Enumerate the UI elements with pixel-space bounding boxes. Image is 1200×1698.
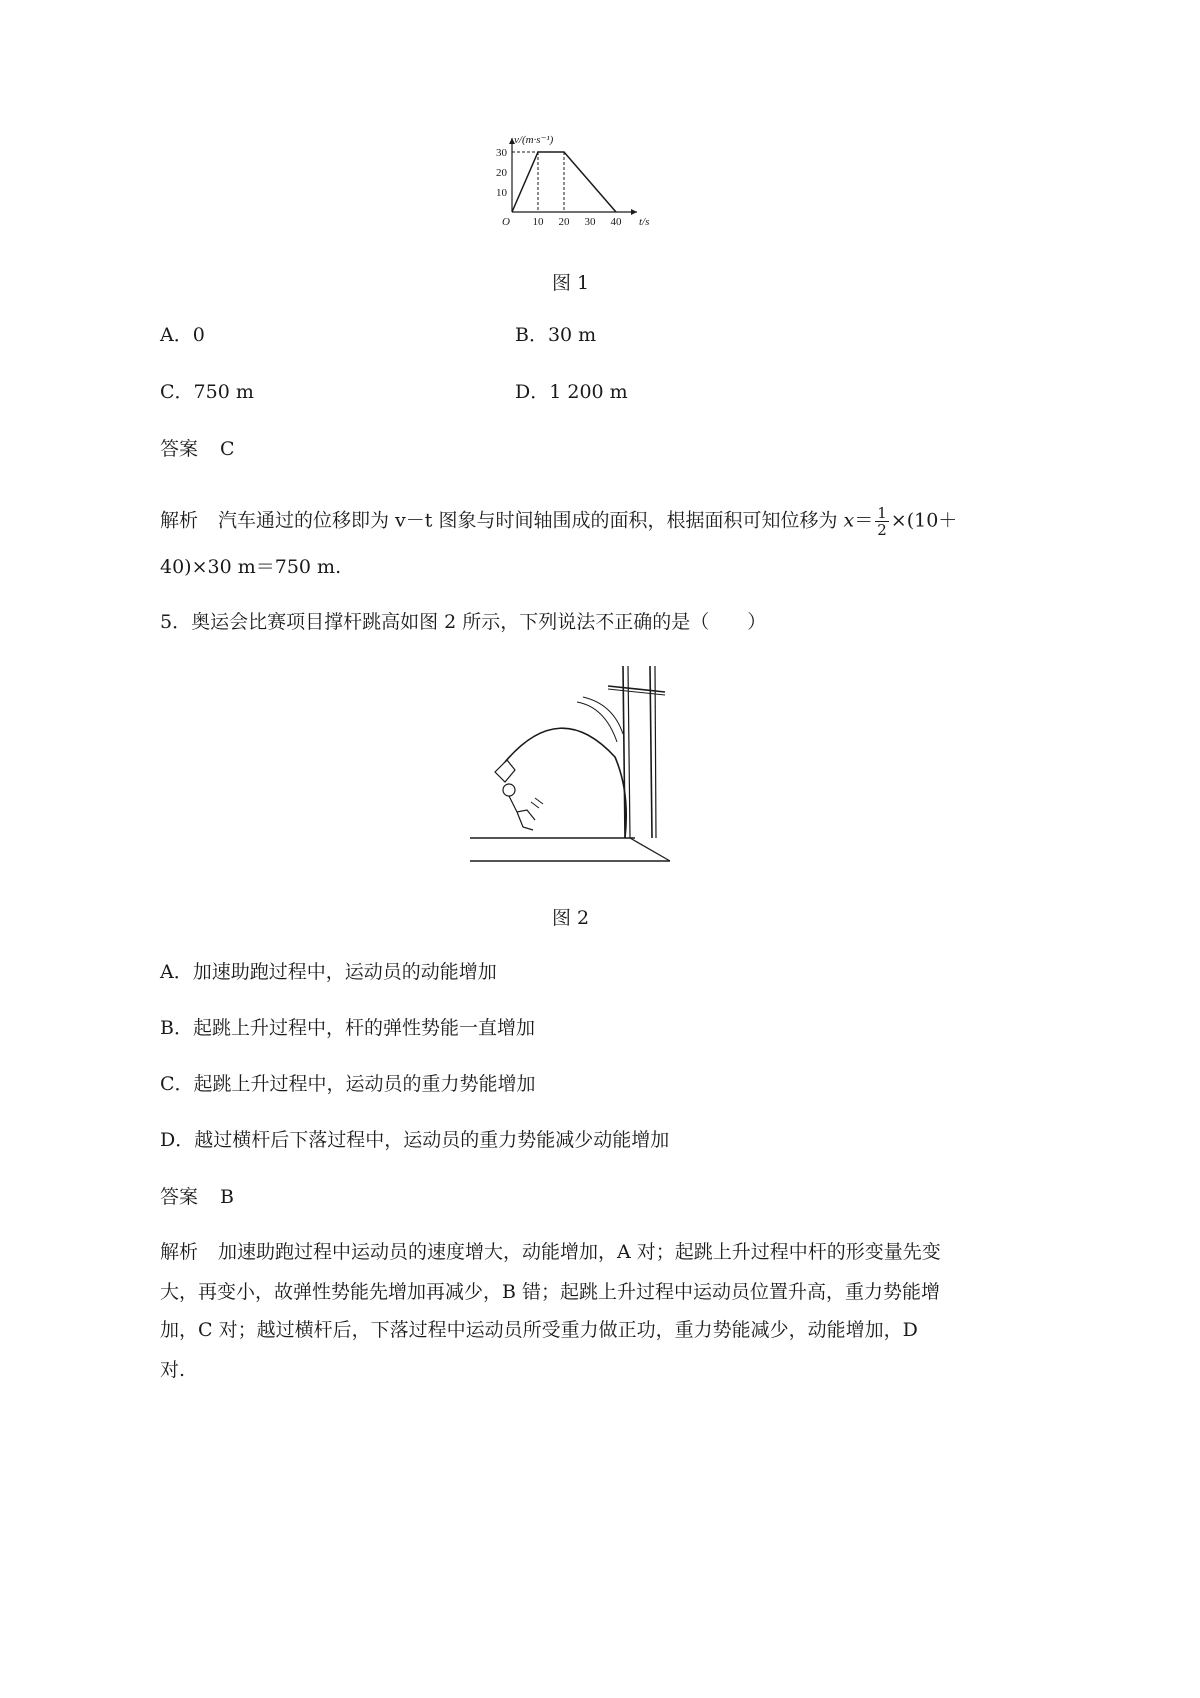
x-tick-label-30: 30 xyxy=(584,216,596,228)
figure1-vt-chart xyxy=(480,130,660,235)
analysis-eq: ＝ xyxy=(854,509,874,532)
y-axis-label: v/(m·s⁻¹) xyxy=(514,134,554,146)
crossbar xyxy=(608,686,665,692)
athlete-body xyxy=(509,796,535,830)
fraction-one-half xyxy=(875,505,889,538)
q5-option-b: B．起跳上升过程中，杆的弹性势能一直增加 xyxy=(160,1017,535,1039)
analysis-text-2: ×(10＋ xyxy=(890,509,958,532)
y-tick-label-30: 30 xyxy=(496,147,507,159)
q5-analysis-line4: 对. xyxy=(160,1359,186,1381)
bent-pole xyxy=(505,728,626,838)
q5-analysis-line2: 大，再变小，故弹性势能先增加再减少，B 错；起跳上升过程中运动员位置升高，重力势能增 xyxy=(160,1281,941,1303)
x-tick-label-10: 10 xyxy=(532,216,544,228)
answer-label: 答案 xyxy=(160,438,199,460)
fraction-numerator: 1 xyxy=(877,504,887,522)
origin-label: O xyxy=(502,216,510,228)
q5-answer xyxy=(160,1185,234,1209)
landing-pit-edge xyxy=(630,838,670,861)
analysis-label: 解析 xyxy=(160,1241,199,1263)
motion-line-1 xyxy=(577,702,617,742)
analysis-label: 解析 xyxy=(160,509,199,532)
q4-option-d: D．1 200 m xyxy=(515,381,628,403)
analysis-var-x: x xyxy=(843,509,855,532)
q4-option-b: B．30 m xyxy=(515,324,597,346)
q5-analysis-line1 xyxy=(160,1240,941,1264)
q4-option-a: A．0 xyxy=(160,324,205,346)
analysis-text: 加速助跑过程中运动员的速度增大，动能增加，A 对；起跳上升过程中杆的形变量先变 xyxy=(218,1241,941,1263)
x-axis-label: t/s xyxy=(639,216,650,228)
q4-analysis-line2: 40)×30 m＝750 m. xyxy=(160,556,342,578)
upright-left-inner xyxy=(628,666,630,838)
q5-option-d: D．越过横杆后下落过程中，运动员的重力势能减少动能增加 xyxy=(160,1129,670,1151)
x-axis-arrow xyxy=(631,209,637,215)
answer-value: B xyxy=(220,1186,234,1208)
answer-value: C xyxy=(220,438,235,460)
athlete-motion-marks xyxy=(531,798,543,808)
upright-right xyxy=(650,666,652,838)
x-tick-label-40: 40 xyxy=(610,216,622,228)
x-tick-label-20: 20 xyxy=(558,216,570,228)
figure1-caption: 图 1 xyxy=(552,272,590,294)
athlete-arms xyxy=(495,760,515,782)
figure2-caption: 图 2 xyxy=(552,907,590,929)
q5-analysis-line3: 加，C 对；越过横杆后，下落过程中运动员所受重力做正功，重力势能减少，动能增加，D xyxy=(160,1319,918,1341)
upright-left xyxy=(623,666,625,838)
q4-answer xyxy=(160,437,235,461)
q5-stem: 5．奥运会比赛项目撑杆跳高如图 2 所示，下列说法不正确的是（ ） xyxy=(160,611,767,633)
motion-line-2 xyxy=(583,697,623,734)
q4-option-c: C．750 m xyxy=(160,381,254,403)
answer-label: 答案 xyxy=(160,1186,199,1208)
athlete-head xyxy=(503,784,515,796)
fraction-denominator: 2 xyxy=(877,521,887,539)
q5-option-c: C．起跳上升过程中，运动员的重力势能增加 xyxy=(160,1073,536,1095)
y-tick-label-10: 10 xyxy=(496,187,507,199)
q4-analysis-line1 xyxy=(160,505,957,538)
q5-option-a: A．加速助跑过程中，运动员的动能增加 xyxy=(160,961,497,983)
y-tick-label-20: 20 xyxy=(496,167,507,179)
figure2-pole-vault xyxy=(465,662,675,867)
crossbar-lower xyxy=(608,689,665,695)
analysis-text: 汽车通过的位移即为 v－t 图象与时间轴围成的面积，根据面积可知位移为 xyxy=(218,509,844,532)
